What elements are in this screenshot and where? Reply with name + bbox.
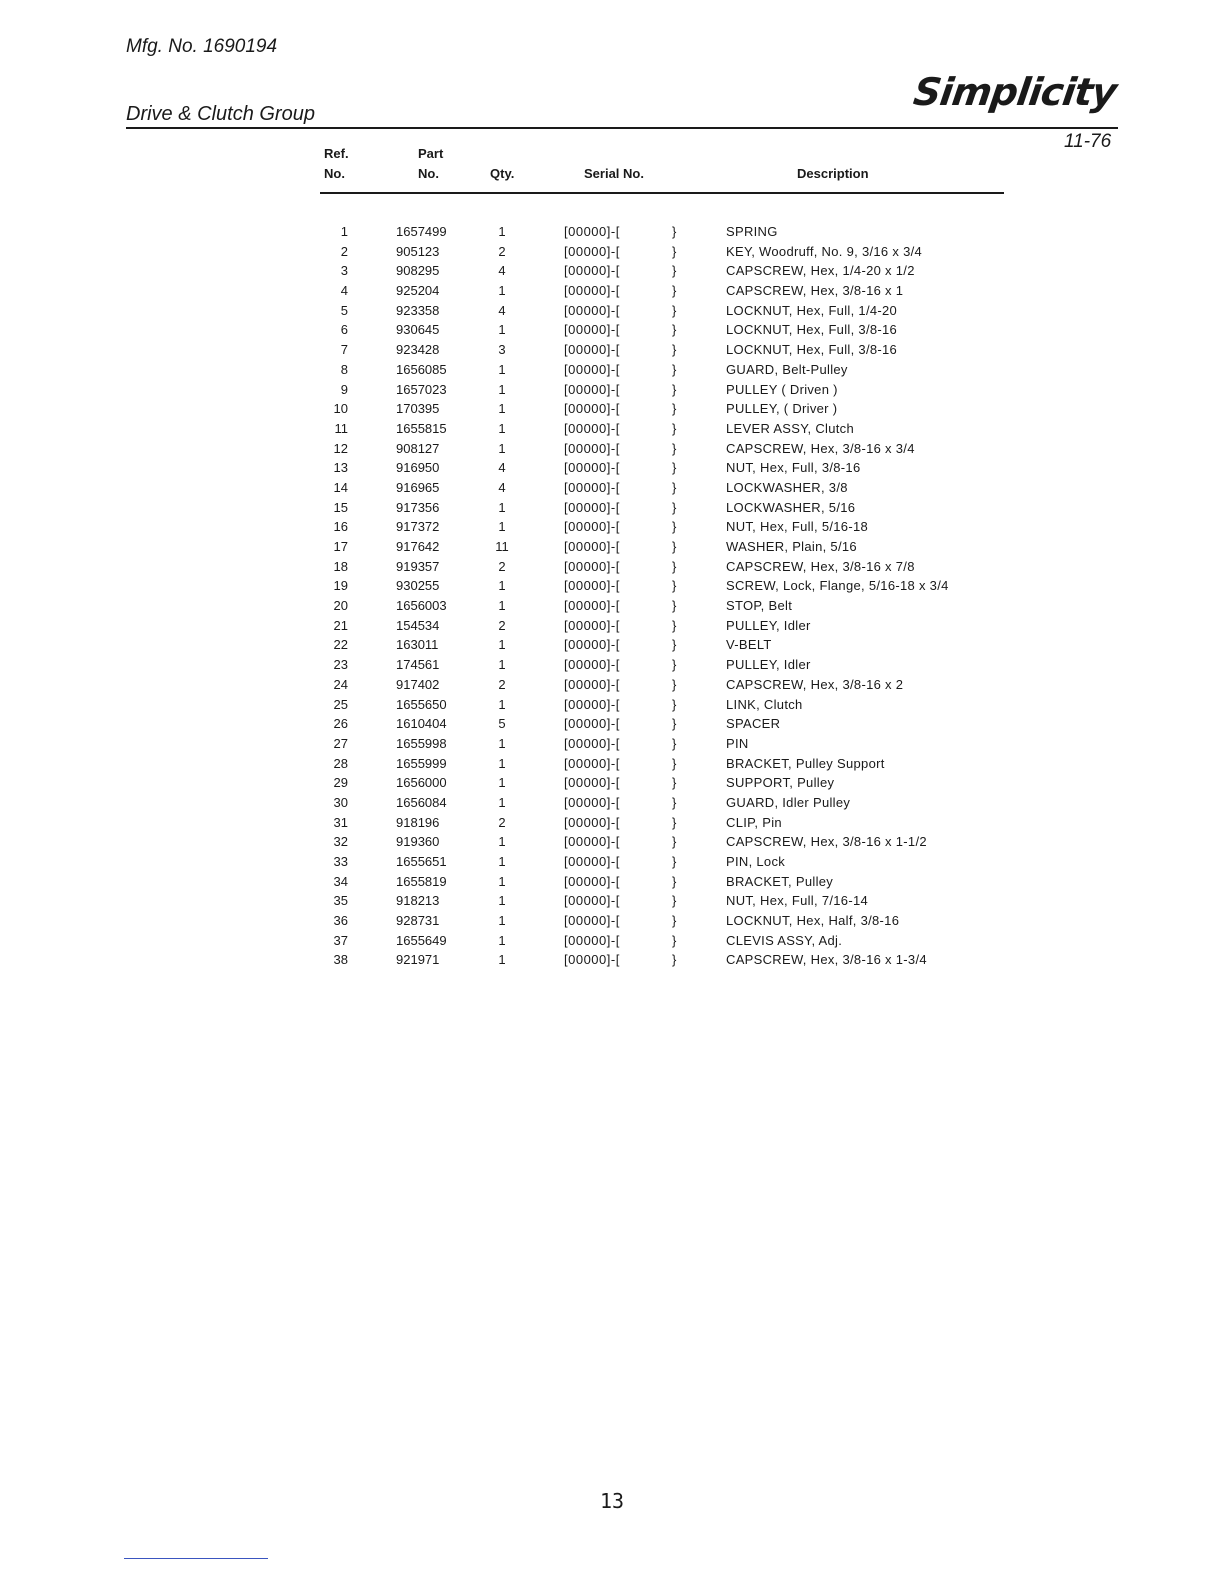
quantity: 1 bbox=[498, 755, 506, 771]
part-no: 1655999 bbox=[396, 755, 447, 771]
part-no: 928731 bbox=[396, 913, 440, 929]
quantity: 1 bbox=[498, 794, 506, 810]
part-no: 917402 bbox=[396, 676, 440, 692]
quantity: 1 bbox=[498, 893, 506, 909]
serial-bracket: } bbox=[672, 716, 677, 732]
serial-bracket: } bbox=[672, 854, 677, 869]
part-no: 1656000 bbox=[396, 775, 447, 791]
col-part-label-2: No. bbox=[418, 166, 439, 181]
quantity: 5 bbox=[498, 716, 506, 732]
table-row bbox=[320, 815, 1004, 835]
serial-bracket: } bbox=[672, 381, 677, 397]
part-no: 1655815 bbox=[396, 420, 447, 436]
serial-bracket: } bbox=[672, 657, 677, 673]
brand-logo: Simplicity bbox=[910, 70, 1119, 114]
description: LOCKNUT, Hex, Full, 3/8-16 bbox=[726, 342, 898, 358]
quantity: 1 bbox=[498, 696, 506, 712]
description: CLIP, Pin bbox=[726, 814, 782, 830]
table-row bbox=[320, 933, 1004, 953]
ref-no: 17 bbox=[333, 539, 348, 554]
part-no: 1655819 bbox=[396, 873, 447, 889]
description: BRACKET, Pulley Support bbox=[726, 755, 885, 771]
serial-bracket: } bbox=[672, 479, 677, 495]
part-no: 905123 bbox=[396, 243, 440, 259]
serial-no: [00000]-[ bbox=[564, 735, 620, 751]
table-row bbox=[320, 716, 1004, 736]
ref-no: 25 bbox=[333, 696, 348, 712]
description: STOP, Belt bbox=[726, 598, 793, 614]
quantity: 1 bbox=[498, 913, 506, 929]
serial-bracket: } bbox=[672, 342, 677, 358]
ref-no: 15 bbox=[333, 499, 348, 515]
ref-no: 24 bbox=[333, 676, 348, 692]
description: LOCKNUT, Hex, Full, 3/8-16 bbox=[726, 322, 898, 338]
serial-no: [00000]-[ bbox=[564, 657, 620, 673]
ref-no: 11 bbox=[334, 420, 348, 436]
ref-no: 29 bbox=[333, 775, 348, 791]
quantity: 1 bbox=[498, 775, 506, 791]
serial-no: [00000]-[ bbox=[564, 224, 620, 239]
description: LEVER ASSY, Clutch bbox=[726, 420, 855, 436]
description: PIN bbox=[726, 735, 749, 751]
col-ref-label-2: No. bbox=[324, 166, 345, 181]
ref-no: 22 bbox=[333, 637, 348, 653]
part-no: 908127 bbox=[396, 440, 440, 456]
serial-no: [00000]-[ bbox=[564, 479, 620, 495]
quantity: 1 bbox=[498, 361, 506, 377]
ref-no: 1 bbox=[340, 224, 348, 239]
serial-bracket: } bbox=[672, 440, 677, 456]
serial-no: [00000]-[ bbox=[564, 578, 620, 594]
serial-bracket: } bbox=[672, 283, 677, 299]
part-no: 1655649 bbox=[396, 932, 447, 948]
table-row bbox=[320, 539, 1004, 559]
table-row bbox=[320, 519, 1004, 539]
table-header-divider bbox=[320, 192, 1004, 194]
table-row bbox=[320, 362, 1004, 382]
table-row bbox=[320, 578, 1004, 598]
serial-no: [00000]-[ bbox=[564, 519, 620, 535]
description: SPACER bbox=[726, 716, 781, 732]
part-no: 1655651 bbox=[396, 854, 447, 869]
part-no: 163011 bbox=[396, 637, 439, 653]
ref-no: 16 bbox=[333, 519, 348, 535]
description: KEY, Woodruff, No. 9, 3/16 x 3/4 bbox=[726, 243, 923, 259]
ref-no: 2 bbox=[340, 243, 348, 259]
serial-no: [00000]-[ bbox=[564, 873, 620, 889]
part-no: 1656003 bbox=[396, 598, 447, 614]
quantity: 1 bbox=[498, 401, 506, 417]
table-row bbox=[320, 244, 1004, 264]
quantity: 2 bbox=[498, 558, 506, 574]
serial-no: [00000]-[ bbox=[564, 794, 620, 810]
quantity: 2 bbox=[498, 617, 506, 633]
part-no: 917642 bbox=[396, 539, 440, 554]
part-no: 918213 bbox=[396, 893, 440, 909]
table-row bbox=[320, 460, 1004, 480]
group-title: Drive & Clutch Group bbox=[126, 103, 315, 125]
serial-no: [00000]-[ bbox=[564, 361, 620, 377]
part-no: 154534 bbox=[396, 617, 440, 633]
table-row bbox=[320, 697, 1004, 717]
serial-no: [00000]-[ bbox=[564, 617, 620, 633]
serial-no: [00000]-[ bbox=[564, 893, 620, 909]
mfg-number: Mfg. No. 1690194 bbox=[126, 36, 278, 57]
date-code: 11-76 bbox=[1064, 131, 1112, 152]
serial-bracket: } bbox=[672, 401, 677, 417]
table-row bbox=[320, 677, 1004, 697]
quantity: 1 bbox=[498, 637, 506, 653]
description: NUT, Hex, Full, 3/8-16 bbox=[726, 460, 861, 476]
quantity: 1 bbox=[498, 519, 506, 535]
table-row bbox=[320, 401, 1004, 421]
ref-no: 14 bbox=[333, 479, 348, 495]
serial-bracket: } bbox=[672, 952, 677, 968]
ref-no: 38 bbox=[333, 952, 348, 968]
table-row bbox=[320, 736, 1004, 756]
table-row bbox=[320, 952, 1004, 972]
ref-no: 8 bbox=[340, 361, 348, 377]
serial-bracket: } bbox=[672, 322, 677, 338]
page-number: 13 bbox=[599, 1489, 625, 1513]
serial-no: [00000]-[ bbox=[564, 716, 620, 732]
description: PIN, Lock bbox=[726, 854, 786, 869]
serial-no: [00000]-[ bbox=[564, 283, 620, 299]
serial-no: [00000]-[ bbox=[564, 775, 620, 791]
description: SCREW, Lock, Flange, 5/16-18 x 3/4 bbox=[726, 578, 949, 594]
serial-no: [00000]-[ bbox=[564, 460, 620, 476]
serial-no: [00000]-[ bbox=[564, 243, 620, 259]
table-row bbox=[320, 874, 1004, 894]
serial-bracket: } bbox=[672, 539, 677, 554]
table-row bbox=[320, 854, 1004, 874]
table-row bbox=[320, 303, 1004, 323]
quantity: 2 bbox=[498, 676, 506, 692]
ref-no: 28 bbox=[333, 755, 348, 771]
quantity: 1 bbox=[498, 283, 506, 299]
part-no: 916950 bbox=[396, 460, 440, 476]
serial-no: [00000]-[ bbox=[564, 401, 620, 417]
description: CAPSCREW, Hex, 1/4-20 x 1/2 bbox=[726, 263, 915, 279]
table-row bbox=[320, 283, 1004, 303]
table-body bbox=[320, 224, 1004, 972]
quantity: 1 bbox=[498, 381, 506, 397]
col-ref-label-1: Ref. bbox=[324, 146, 349, 161]
description: CAPSCREW, Hex, 3/8-16 x 7/8 bbox=[726, 558, 915, 574]
description: GUARD, Idler Pulley bbox=[726, 794, 851, 810]
table-row bbox=[320, 342, 1004, 362]
ref-no: 37 bbox=[333, 932, 348, 948]
table-row bbox=[320, 263, 1004, 283]
quantity: 1 bbox=[498, 834, 506, 850]
part-no: 1657023 bbox=[396, 381, 447, 397]
quantity: 1 bbox=[498, 499, 506, 515]
ref-no: 27 bbox=[333, 735, 348, 751]
ref-no: 12 bbox=[333, 440, 348, 456]
table-row bbox=[320, 322, 1004, 342]
part-no: 925204 bbox=[396, 283, 440, 299]
ref-no: 26 bbox=[333, 716, 348, 732]
description: CLEVIS ASSY, Adj. bbox=[726, 932, 843, 948]
serial-no: [00000]-[ bbox=[564, 539, 620, 554]
serial-bracket: } bbox=[672, 913, 677, 929]
description: PULLEY, Idler bbox=[726, 617, 811, 633]
description: SUPPORT, Pulley bbox=[726, 775, 835, 791]
table-row bbox=[320, 795, 1004, 815]
quantity: 1 bbox=[498, 598, 506, 614]
quantity: 1 bbox=[498, 440, 506, 456]
part-no: 919360 bbox=[396, 834, 440, 850]
description: NUT, Hex, Full, 7/16-14 bbox=[726, 893, 869, 909]
quantity: 4 bbox=[498, 460, 506, 476]
description: LOCKWASHER, 5/16 bbox=[726, 499, 856, 515]
serial-bracket: } bbox=[672, 794, 677, 810]
description: WASHER, Plain, 5/16 bbox=[726, 539, 857, 554]
table-row bbox=[320, 382, 1004, 402]
serial-bracket: } bbox=[672, 834, 677, 850]
table-row bbox=[320, 224, 1004, 244]
quantity: 1 bbox=[498, 932, 506, 948]
quantity: 11 bbox=[495, 539, 509, 554]
serial-bracket: } bbox=[672, 932, 677, 948]
part-no: 919357 bbox=[396, 558, 440, 574]
table-row bbox=[320, 657, 1004, 677]
part-no: 1656084 bbox=[396, 794, 447, 810]
description: LOCKNUT, Hex, Half, 3/8-16 bbox=[726, 913, 900, 929]
quantity: 4 bbox=[498, 479, 506, 495]
serial-bracket: } bbox=[672, 755, 677, 771]
serial-no: [00000]-[ bbox=[564, 814, 620, 830]
part-no: 170395 bbox=[396, 401, 440, 417]
quantity: 1 bbox=[498, 854, 506, 869]
ref-no: 33 bbox=[333, 854, 348, 869]
part-no: 923428 bbox=[396, 342, 440, 358]
serial-bracket: } bbox=[672, 893, 677, 909]
serial-no: [00000]-[ bbox=[564, 342, 620, 358]
description: CAPSCREW, Hex, 3/8-16 x 1-1/2 bbox=[726, 834, 927, 850]
quantity: 2 bbox=[498, 814, 506, 830]
part-no: 921971 bbox=[396, 952, 440, 968]
ref-no: 9 bbox=[340, 381, 348, 397]
serial-bracket: } bbox=[672, 617, 677, 633]
description: CAPSCREW, Hex, 3/8-16 x 1 bbox=[726, 283, 904, 299]
serial-no: [00000]-[ bbox=[564, 932, 620, 948]
table-row bbox=[320, 775, 1004, 795]
part-no: 930645 bbox=[396, 322, 440, 338]
ref-no: 32 bbox=[333, 834, 348, 850]
serial-no: [00000]-[ bbox=[564, 755, 620, 771]
part-no: 916965 bbox=[396, 479, 440, 495]
serial-bracket: } bbox=[672, 598, 677, 614]
quantity: 1 bbox=[498, 873, 506, 889]
description: SPRING bbox=[726, 224, 778, 239]
footer-rule bbox=[124, 1558, 268, 1559]
serial-no: [00000]-[ bbox=[564, 598, 620, 614]
ref-no: 6 bbox=[340, 322, 348, 338]
serial-bracket: } bbox=[672, 420, 677, 436]
description: BRACKET, Pulley bbox=[726, 873, 834, 889]
serial-bracket: } bbox=[672, 696, 677, 712]
description: LOCKWASHER, 3/8 bbox=[726, 479, 848, 495]
ref-no: 13 bbox=[333, 460, 348, 476]
ref-no: 20 bbox=[333, 598, 348, 614]
serial-no: [00000]-[ bbox=[564, 637, 620, 653]
part-no: 1657499 bbox=[396, 224, 447, 239]
serial-bracket: } bbox=[672, 558, 677, 574]
serial-no: [00000]-[ bbox=[564, 440, 620, 456]
quantity: 3 bbox=[498, 342, 506, 358]
serial-no: [00000]-[ bbox=[564, 558, 620, 574]
serial-no: [00000]-[ bbox=[564, 676, 620, 692]
serial-bracket: } bbox=[672, 361, 677, 377]
table-row bbox=[320, 893, 1004, 913]
ref-no: 18 bbox=[333, 558, 348, 574]
ref-no: 7 bbox=[340, 342, 348, 358]
serial-no: [00000]-[ bbox=[564, 381, 620, 397]
quantity: 1 bbox=[498, 420, 506, 436]
serial-bracket: } bbox=[672, 775, 677, 791]
ref-no: 4 bbox=[340, 283, 348, 299]
col-serial-label: Serial No. bbox=[584, 166, 644, 181]
description: CAPSCREW, Hex, 3/8-16 x 1-3/4 bbox=[726, 952, 927, 968]
serial-bracket: } bbox=[672, 519, 677, 535]
serial-bracket: } bbox=[672, 637, 677, 653]
serial-bracket: } bbox=[672, 676, 677, 692]
serial-bracket: } bbox=[672, 735, 677, 751]
part-no: 1655998 bbox=[396, 735, 447, 751]
serial-no: [00000]-[ bbox=[564, 696, 620, 712]
ref-no: 31 bbox=[333, 814, 348, 830]
ref-no: 10 bbox=[333, 401, 348, 417]
serial-no: [00000]-[ bbox=[564, 420, 620, 436]
serial-no: [00000]-[ bbox=[564, 854, 620, 869]
quantity: 4 bbox=[498, 302, 506, 318]
quantity: 1 bbox=[498, 322, 506, 338]
part-no: 1655650 bbox=[396, 696, 447, 712]
ref-no: 35 bbox=[333, 893, 348, 909]
serial-no: [00000]-[ bbox=[564, 834, 620, 850]
ref-no: 34 bbox=[333, 873, 348, 889]
table-row bbox=[320, 500, 1004, 520]
serial-no: [00000]-[ bbox=[564, 302, 620, 318]
table-row bbox=[320, 637, 1004, 657]
serial-bracket: } bbox=[672, 499, 677, 515]
quantity: 2 bbox=[498, 243, 506, 259]
part-no: 174561 bbox=[396, 657, 440, 673]
ref-no: 23 bbox=[333, 657, 348, 673]
description: PULLEY, Idler bbox=[726, 657, 811, 673]
description: V-BELT bbox=[726, 637, 772, 653]
part-no: 1610404 bbox=[396, 716, 447, 732]
serial-bracket: } bbox=[672, 578, 677, 594]
description: LINK, Clutch bbox=[726, 696, 803, 712]
part-no: 930255 bbox=[396, 578, 440, 594]
serial-bracket: } bbox=[672, 460, 677, 476]
parts-table bbox=[320, 146, 1004, 968]
ref-no: 3 bbox=[340, 263, 348, 279]
header-divider bbox=[126, 127, 1118, 129]
part-no: 908295 bbox=[396, 263, 440, 279]
description: NUT, Hex, Full, 5/16-18 bbox=[726, 519, 869, 535]
serial-no: [00000]-[ bbox=[564, 952, 620, 968]
table-row bbox=[320, 618, 1004, 638]
part-no: 917372 bbox=[396, 519, 440, 535]
ref-no: 36 bbox=[333, 913, 348, 929]
ref-no: 19 bbox=[333, 578, 348, 594]
description: LOCKNUT, Hex, Full, 1/4-20 bbox=[726, 302, 898, 318]
serial-bracket: } bbox=[672, 873, 677, 889]
quantity: 1 bbox=[498, 578, 506, 594]
ref-no: 30 bbox=[333, 794, 348, 810]
part-no: 918196 bbox=[396, 814, 440, 830]
table-row bbox=[320, 441, 1004, 461]
quantity: 1 bbox=[498, 952, 506, 968]
quantity: 1 bbox=[498, 657, 506, 673]
serial-no: [00000]-[ bbox=[564, 263, 620, 279]
table-row bbox=[320, 559, 1004, 579]
quantity: 4 bbox=[498, 263, 506, 279]
quantity: 1 bbox=[498, 735, 506, 751]
serial-no: [00000]-[ bbox=[564, 322, 620, 338]
serial-bracket: } bbox=[672, 263, 677, 279]
table-header bbox=[320, 146, 1004, 192]
part-no: 923358 bbox=[396, 302, 440, 318]
serial-bracket: } bbox=[672, 224, 677, 239]
serial-bracket: } bbox=[672, 302, 677, 318]
table-row bbox=[320, 421, 1004, 441]
table-row bbox=[320, 913, 1004, 933]
table-row bbox=[320, 598, 1004, 618]
serial-bracket: } bbox=[672, 243, 677, 259]
table-row bbox=[320, 834, 1004, 854]
col-description-label: Description bbox=[797, 166, 869, 181]
ref-no: 21 bbox=[333, 617, 348, 633]
part-no: 1656085 bbox=[396, 361, 447, 377]
description: PULLEY, ( Driver ) bbox=[726, 401, 838, 417]
table-row bbox=[320, 480, 1004, 500]
description: PULLEY ( Driven ) bbox=[726, 381, 838, 397]
ref-no: 5 bbox=[340, 302, 348, 318]
serial-no: [00000]-[ bbox=[564, 913, 620, 929]
table-row bbox=[320, 756, 1004, 776]
quantity: 1 bbox=[498, 224, 506, 239]
serial-bracket: } bbox=[672, 814, 677, 830]
description: GUARD, Belt-Pulley bbox=[726, 361, 848, 377]
description: CAPSCREW, Hex, 3/8-16 x 3/4 bbox=[726, 440, 915, 456]
serial-no: [00000]-[ bbox=[564, 499, 620, 515]
description: CAPSCREW, Hex, 3/8-16 x 2 bbox=[726, 676, 904, 692]
col-qty-label: Qty. bbox=[490, 166, 515, 181]
part-no: 917356 bbox=[396, 499, 440, 515]
col-part-label-1: Part bbox=[418, 146, 444, 161]
